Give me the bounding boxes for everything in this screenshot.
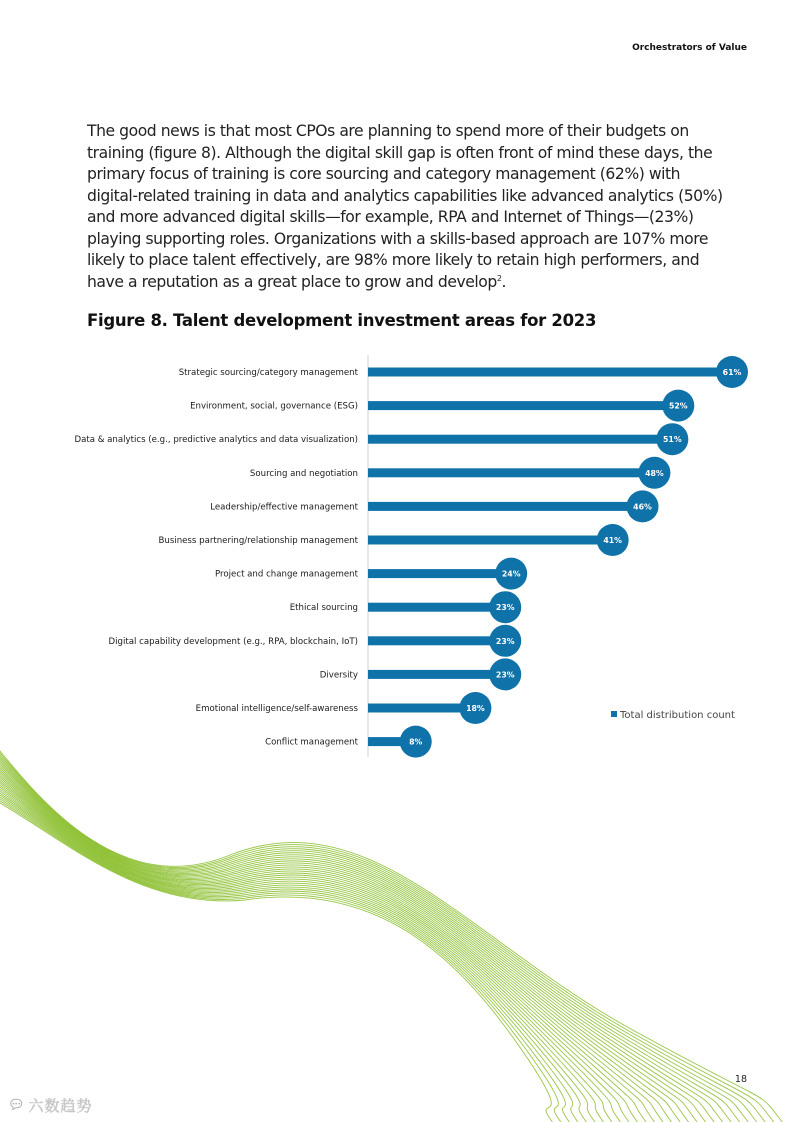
category-label: Conflict management — [265, 737, 358, 748]
category-label: Strategic sourcing/category management — [178, 368, 358, 378]
bar — [368, 670, 505, 679]
value-label: 8% — [409, 737, 423, 747]
value-label: 18% — [466, 704, 485, 713]
category-label: Digital capability development (e.g., RPA, blockchain, IoT) — [108, 636, 358, 647]
figure-title: Figure 8. Talent development investment areas for 2023 — [87, 311, 597, 330]
bar — [368, 603, 505, 612]
value-label: 24% — [501, 569, 521, 579]
category-label: Sourcing and negotiation — [249, 468, 358, 479]
category-label: Project and change management — [215, 569, 358, 580]
value-label: 41% — [603, 536, 622, 545]
footnote-ref[interactable]: 2 — [496, 273, 502, 283]
bar — [368, 368, 732, 377]
value-label: 23% — [495, 636, 515, 646]
value-label: 23% — [495, 670, 515, 680]
bar — [368, 468, 654, 477]
value-label: 46% — [633, 502, 652, 512]
wechat-logo-icon: 💬︎ — [8, 1098, 25, 1113]
value-label: 51% — [662, 435, 682, 445]
body-paragraph-end: . — [501, 272, 506, 291]
bar — [368, 569, 511, 578]
report-header-title: Orchestrators of Value — [632, 43, 747, 53]
legend-swatch — [611, 711, 617, 717]
bar — [368, 502, 642, 511]
value-label: 23% — [495, 603, 515, 613]
bar — [368, 435, 672, 444]
category-label: Environment, social, governance (ESG) — [190, 401, 358, 412]
bar — [368, 401, 678, 410]
watermark-text: 六数趋势 — [28, 1097, 93, 1115]
value-label: 48% — [645, 468, 664, 478]
category-label: Diversity — [319, 670, 358, 681]
legend-label: Total distribution count — [620, 710, 735, 721]
category-label: Leadership/effective management — [210, 502, 358, 513]
category-label: Data & analytics (e.g., predictive analytics and data visualization) — [74, 435, 358, 446]
body-paragraph-text: The good news is that most CPOs are planning to spend more of their budgets on training (figure 8). Although the digital skill gap is often front of mind these days, the primary focus of training is core sourcing and category management (62%) with digital-related training in data and analytics capabilities like advanced analytics (50%) and more advanced digital skills—for example, RPA and Internet of Things—(23%) playing supporting roles. Organizations with a skills-based approach are 107% more likely to place talent effectively, are 98% more likely to retain high performers, and have a reputation as a great place to grow and develop — [87, 122, 723, 291]
page-number: 18 — [734, 1074, 747, 1085]
bar — [368, 704, 475, 713]
category-label: Emotional intelligence/self-awareness — [195, 704, 358, 714]
value-label: 61% — [722, 368, 742, 377]
watermark — [8, 1095, 93, 1116]
bar — [368, 636, 505, 645]
bar — [368, 536, 613, 545]
value-label: 52% — [668, 401, 688, 411]
category-label: Ethical sourcing — [289, 603, 358, 614]
category-label: Business partnering/relationship management — [158, 536, 358, 546]
